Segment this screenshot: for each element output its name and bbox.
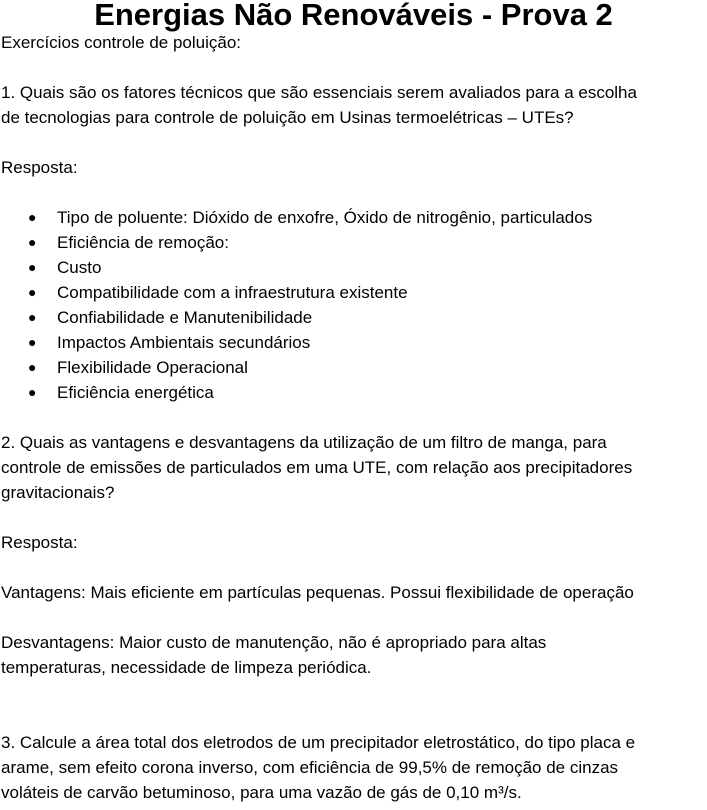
list-item-text: Flexibilidade Operacional bbox=[57, 358, 248, 377]
question-1-line-1: 1. Quais são os fatores técnicos que são essenciais serem avaliados para a escolha bbox=[1, 83, 637, 102]
list-item bbox=[0, 255, 707, 280]
list-item bbox=[0, 355, 707, 380]
question-2-line-2: controle de emissões de particulados em uma UTE, com relação aos precipitadores bbox=[1, 458, 633, 477]
list-item bbox=[0, 380, 707, 405]
list-item bbox=[0, 205, 707, 230]
question-1-line-2: de tecnologias para controle de poluição em Usinas termoelétricas – UTEs? bbox=[1, 108, 574, 127]
bullet-icon: ● bbox=[28, 384, 37, 400]
spacer bbox=[0, 705, 707, 730]
list-item-text: Impactos Ambientais secundários bbox=[57, 333, 311, 352]
question-2-advantages: Vantagens: Mais eficiente em partículas pequenas. Possui flexibilidade de operação bbox=[1, 583, 634, 602]
question-1-answer-label: Resposta: bbox=[1, 158, 78, 177]
bullet-icon: ● bbox=[28, 359, 37, 375]
list-item-text: Compatibilidade com a infraestrutura existente bbox=[57, 283, 408, 302]
question-2-line-3: gravitacionais? bbox=[1, 483, 115, 502]
bullet-icon: ● bbox=[28, 334, 37, 350]
list-item bbox=[0, 305, 707, 330]
spacer bbox=[0, 605, 707, 630]
list-item-text: Confiabilidade e Manutenibilidade bbox=[57, 308, 313, 327]
question-2-disadvantages-line-1: Desvantagens: Maior custo de manutenção, não é apropriado para altas bbox=[1, 633, 547, 652]
spacer bbox=[0, 555, 707, 580]
list-item-text: Tipo de poluente: Dióxido de enxofre, Óxido de nitrogênio, particulados bbox=[57, 208, 593, 227]
bullet-icon: ● bbox=[28, 259, 37, 275]
document-subtitle: Exercícios controle de poluição: bbox=[1, 33, 242, 52]
question-2-answer-label: Resposta: bbox=[1, 533, 78, 552]
list-item bbox=[0, 230, 707, 255]
list-item-text: Eficiência de remoção: bbox=[57, 233, 229, 252]
spacer bbox=[0, 405, 707, 430]
bullet-icon: ● bbox=[28, 309, 37, 325]
bullet-icon: ● bbox=[28, 284, 37, 300]
question-2-disadvantages-line-2: temperaturas, necessidade de limpeza periódica. bbox=[1, 658, 372, 677]
document-title: Energias Não Renováveis - Prova 2 bbox=[94, 0, 613, 32]
spacer bbox=[0, 680, 707, 705]
question-2-line-1: 2. Quais as vantagens e desvantagens da utilização de um filtro de manga, para bbox=[1, 433, 607, 452]
spacer bbox=[0, 130, 707, 155]
question-3-line-2: arame, sem efeito corona inverso, com eficiência de 99,5% de remoção de cinzas bbox=[1, 758, 619, 777]
spacer bbox=[0, 505, 707, 530]
list-item bbox=[0, 280, 707, 305]
list-item-text: Custo bbox=[57, 258, 102, 277]
spacer bbox=[0, 180, 707, 205]
bullet-icon: ● bbox=[28, 234, 37, 250]
question-3-line-1: 3. Calcule a área total dos eletrodos de um precipitador eletrostático, do tipo placa e bbox=[1, 733, 636, 752]
question-3-line-3: voláteis de carvão betuminoso, para uma vazão de gás de 0,10 m³/s. bbox=[1, 783, 522, 802]
question-1-answer-list bbox=[0, 205, 707, 405]
spacer bbox=[0, 55, 707, 80]
bullet-icon: ● bbox=[28, 209, 37, 225]
list-item bbox=[0, 330, 707, 355]
list-item-text: Eficiência energética bbox=[57, 383, 214, 402]
